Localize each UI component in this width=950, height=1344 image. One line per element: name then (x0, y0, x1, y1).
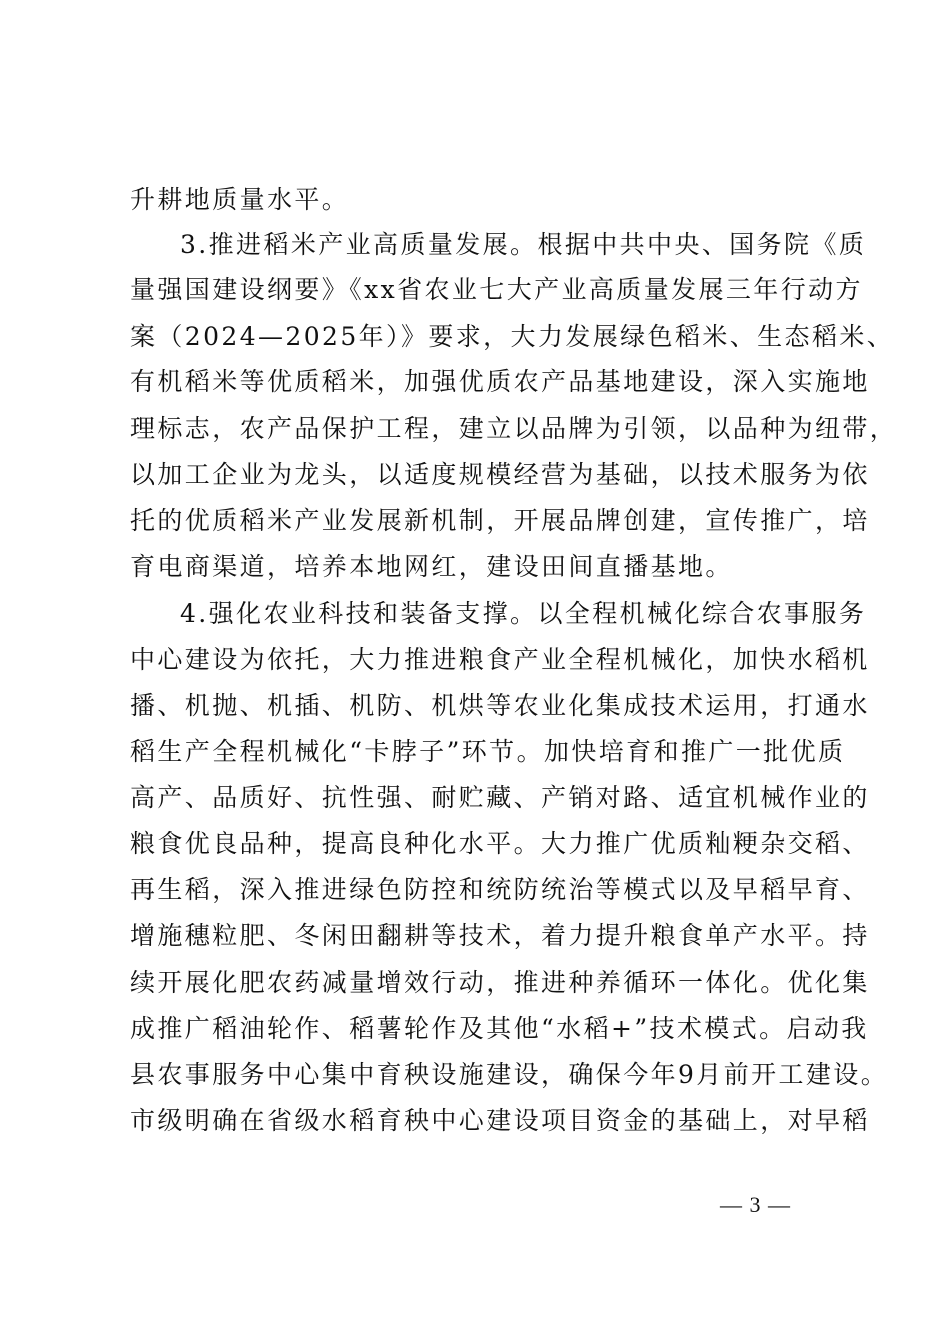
text-line: 县农事服务中心集中育秧设施建设，确保今年9月前开工建设。 (130, 1060, 889, 1089)
text-line: 续开展化肥农药减量增效行动，推进种养循环一体化。优化集 (130, 968, 870, 997)
text-line: 播、机抛、机插、机防、机烘等农业化集成技术运用，打通水 (130, 691, 870, 720)
text-line: 高产、品质好、抗性强、耐贮藏、产销对路、适宜机械作业的 (130, 783, 870, 812)
text-line: 以加工企业为龙头，以适度规模经营为基础，以技术服务为依 (130, 460, 870, 489)
text-line: 升耕地质量水平。 (130, 185, 350, 214)
text-line: 理标志，农产品保护工程，建立以品牌为引领，以品种为纽带， (130, 414, 898, 443)
text-line: 粮食优良品种，提高良种化水平。大力推广优质籼粳杂交稻、 (130, 829, 870, 858)
text-line: 增施穗粒肥、冬闲田翻耕等技术，着力提升粮食单产水平。持 (130, 921, 870, 950)
text-line: 再生稻，深入推进绿色防控和统防统治等模式以及早稻早育、 (130, 875, 870, 904)
text-line: 中心建设为依托，大力推进粮食产业全程机械化，加快水稻机 (130, 645, 870, 674)
text-line: 量强国建设纲要》《xx省农业七大产业高质量发展三年行动方 (130, 275, 863, 304)
text-line: 市级明确在省级水稻育秧中心建设项目资金的基础上，对早稻 (130, 1106, 870, 1135)
text-line: 育电商渠道，培养本地网红，建设田间直播基地。 (130, 552, 733, 581)
page-number: — 3 — (720, 1192, 791, 1217)
heading-line-item-3: 3.推进稻米产业高质量发展。根据中共中央、国务院《质 (180, 230, 867, 259)
text-line: 成推广稻油轮作、稻薯轮作及其他“水稻+”技术模式。启动我 (130, 1014, 869, 1043)
text-line: 托的优质稻米产业发展新机制，开展品牌创建，宣传推广，培 (130, 506, 870, 535)
text-line: 有机稻米等优质稻米，加强优质农产品基地建设，深入实施地 (130, 367, 870, 396)
text-line: 稻生产全程机械化“卡脖子”环节。加快培育和推广一批优质 (130, 737, 846, 766)
heading-line-item-4: 4.强化农业科技和装备支撑。以全程机械化综合农事服务 (180, 599, 867, 628)
text-line: 案（2024—2025年）》要求，大力发展绿色稻米、生态稻米、 (130, 322, 895, 351)
